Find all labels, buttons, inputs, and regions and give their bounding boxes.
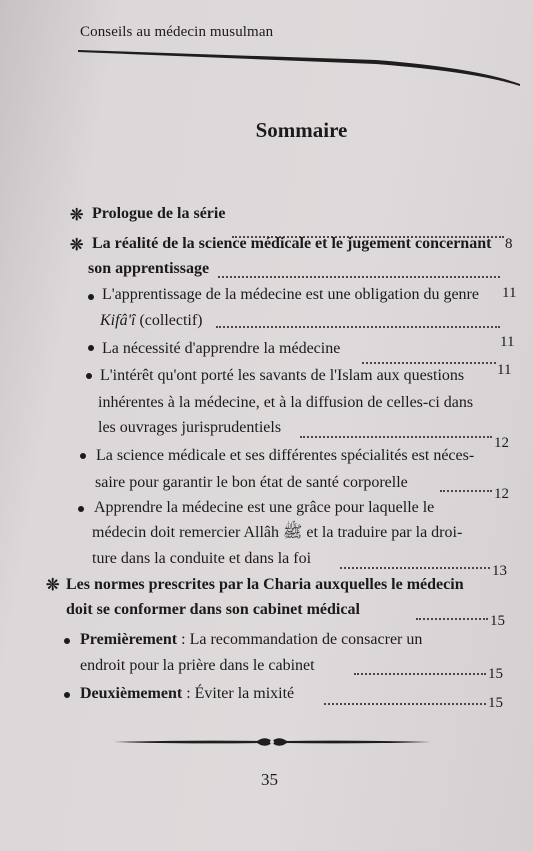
toc-entry-necessite: La nécessité d'apprendre la médecine bbox=[102, 340, 341, 357]
toc-entry-premierement-line2: endroit pour la prière dans le cabinet bbox=[80, 657, 315, 674]
page-number: 15 bbox=[488, 695, 503, 711]
flower-bullet-icon: ❊ bbox=[70, 207, 84, 224]
dot-leader bbox=[416, 618, 488, 620]
page-number: 8 bbox=[505, 236, 513, 252]
page-number: 11 bbox=[500, 334, 515, 350]
toc-entry-apprendre-line1: Apprendre la médecine est une grâce pour laquelle le bbox=[94, 499, 435, 516]
lead-word: Premièrement bbox=[80, 631, 178, 648]
toc-entry-normes-line2: doit se conformer dans son cabinet médical bbox=[66, 601, 360, 618]
page-number: 15 bbox=[488, 666, 503, 682]
page-number: 15 bbox=[490, 613, 505, 629]
bullet-dot bbox=[78, 506, 84, 512]
bullet-dot bbox=[64, 692, 70, 698]
toc-entry-interet-line1: L'intérêt qu'ont porté les savants de l'Islam aux questions bbox=[100, 367, 465, 384]
toc-entry-deuxiemement bbox=[80, 684, 294, 704]
bullet-dot bbox=[64, 638, 70, 644]
bullet-dot bbox=[80, 453, 86, 459]
dot-leader bbox=[218, 276, 500, 278]
page-number-folio: 35 bbox=[261, 770, 278, 789]
dot-leader bbox=[300, 436, 492, 438]
toc-entry-normes-line1: Les normes prescrites par la Charia auxquelles le médecin bbox=[66, 576, 464, 593]
italic-term: Kifâ'î bbox=[100, 312, 136, 329]
footer-ornament-rule bbox=[110, 732, 435, 752]
toc-entry-kifai-line1: L'apprentissage de la médecine est une obligation du genre bbox=[102, 286, 479, 303]
toc-entry-kifai-line2 bbox=[100, 311, 203, 331]
toc-entry-prologue: Prologue de la série bbox=[92, 205, 226, 222]
dot-leader bbox=[354, 673, 486, 675]
dot-leader bbox=[362, 362, 496, 364]
dot-leader bbox=[324, 703, 486, 705]
entry-text: : La recommandation de consacrer un bbox=[177, 631, 423, 648]
page-number: 12 bbox=[494, 486, 509, 502]
flower-bullet-icon: ❊ bbox=[70, 237, 84, 254]
toc-entry-apprendre-line3: ture dans la conduite et dans la foi bbox=[92, 550, 312, 567]
toc-entry-interet-line2: inhérentes à la médecine, et à la diffusion de celles-ci dans bbox=[98, 394, 474, 411]
running-head: Conseils au médecin musulman bbox=[80, 24, 274, 40]
entry-text: : Éviter la mixité bbox=[182, 685, 295, 702]
bullet-dot bbox=[86, 373, 92, 379]
toc-entry-interet-line3: les ouvrages jurisprudentiels bbox=[98, 419, 282, 436]
page-number: 13 bbox=[492, 563, 507, 579]
dot-leader bbox=[440, 490, 492, 492]
toc-entry-realite-line2: son apprentissage bbox=[88, 260, 210, 277]
flower-bullet-icon: ❊ bbox=[46, 577, 60, 594]
toc-entry-realite-line1: La réalité de la science médicale et le jugement concernant bbox=[92, 235, 492, 252]
page-number: 11 bbox=[502, 285, 517, 301]
toc-entry-science-line2: saire pour garantir le bon état de santé corporelle bbox=[95, 474, 408, 491]
toc-entry-apprendre-line2: médecin doit remercier Allâh ﷺ et la traduire par la droi- bbox=[92, 524, 463, 541]
toc-entry-premierement-line1 bbox=[80, 630, 422, 650]
page-number: 11 bbox=[497, 362, 512, 378]
dot-leader bbox=[340, 567, 490, 569]
term-gloss: (collectif) bbox=[135, 312, 203, 329]
dot-leader bbox=[216, 326, 500, 328]
page-number: 12 bbox=[494, 435, 509, 451]
bullet-dot bbox=[88, 294, 94, 300]
page-title: Sommaire bbox=[255, 118, 348, 142]
bullet-dot bbox=[88, 345, 94, 351]
lead-word: Deuxièmement bbox=[80, 685, 183, 702]
toc-entry-science-line1: La science médicale et ses différentes spécialités est néces- bbox=[96, 447, 475, 464]
